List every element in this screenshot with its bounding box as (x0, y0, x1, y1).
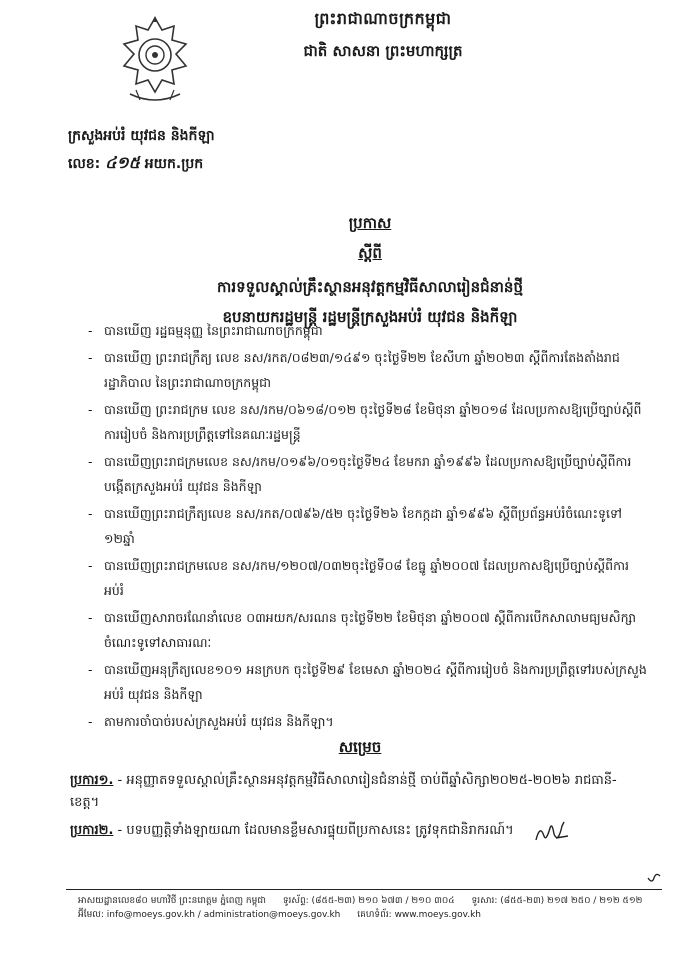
list-item: - បានឃើញព្រះរាជក្រមលេខ នស/រកម/០១៩៦/០១ចុះថ្ងៃទី២៤ ខែមករា ឆ្នាំ១៩៩៦ ដែលប្រកាសឱ្យប្រើច្បាប់ស្តីពីការបង្កើតក្រសួងអប់រំ យុវជន និងកីឡា (88, 449, 648, 499)
kingdom-header (268, 8, 498, 64)
doc-type: ប្រកាស (348, 214, 392, 232)
list-item: - បានឃើញ រដ្ឋធម្មនុញ្ញ នៃព្រះរាជាណាចក្រកម្ពុជា (88, 318, 648, 343)
decision-heading: សម្រេច (338, 738, 382, 756)
footer-contact (78, 894, 658, 922)
list-item: - បានឃើញអនុក្រឹត្យលេខ១០១ អនក្របក ចុះថ្ងៃទី២៩ ខែមេសា ឆ្នាំ២០២៤ ស្តីពីការរៀបចំ និងការប្រព្រឹត្តទៅរបស់ក្រសួងអប់រំ យុវជន និងកីឡា (88, 657, 648, 707)
national-motto: ជាតិ សាសនា ព្រះមហាក្សត្រ (303, 42, 463, 60)
article-text: - អនុញ្ញាតទទួលស្គាល់គ្រឹះស្ថានអនុវត្តកម្មវិធីសាលារៀនជំនាន់ថ្មី ចាប់ពីឆ្នាំសិក្សា២០២៥-២០២៦ រាជធានី-ខេត្ត។ (70, 773, 617, 810)
doc-issuer: ឧបនាយករដ្ឋមន្ត្រី រដ្ឋមន្ត្រីក្រសួងអប់រំ យុវជន និងកីឡា (222, 308, 518, 326)
doc-subject: ការទទួលស្គាល់គ្រឹះស្ថានអនុវត្តកម្មវិធីសាលារៀនជំនាន់ថ្មី (217, 278, 523, 296)
list-item: - បានឃើញព្រះរាជក្រមលេខ នស/រកម/១២០៧/០៣២ចុះថ្ងៃទី០៨ ខែធ្នូ ឆ្នាំ២០០៧ ដែលប្រកាសឱ្យប្រើច្បាប់ស្តីពីការអប់រំ (88, 553, 648, 603)
kingdom-title: ព្រះរាជាណាចក្រកម្ពុជា (314, 9, 452, 28)
article-label: ប្រការ២. (70, 823, 114, 838)
list-item: - បានឃើញ ព្រះរាជក្រឹត្យ លេខ នស/រកត/០៨២៣/១៤៩១ ចុះថ្ងៃទី២២ ខែសីហា ឆ្នាំ២០២៣ ស្តីពីការតែងតាំងរាជរដ្ឋាភិបាល នៃព្រះរាជាណាចក្រកម្ពុជា (88, 345, 648, 395)
footer-website: គេហទំព័រ: www.moeys.gov.kh (357, 910, 481, 920)
footer-line-2 (78, 908, 658, 922)
list-item: - បានឃើញព្រះរាជក្រឹត្យលេខ នស/រកត/០៧៩៦/៥២ ចុះថ្ងៃទី២៦ ខែកក្កដា ឆ្នាំ១៩៩៦ ស្តីពីប្រព័ន្ធអប់រំចំណេះទូទៅ ១២ឆ្នាំ (88, 501, 648, 551)
article-1 (70, 770, 630, 814)
footer-phone: ទូរស័ព្ទ: (៨៥៥-២៣) ២១០ ៦៧៣ / ២១០ ៣០៤ (282, 896, 455, 906)
list-item: - បានឃើញសារាចរណែនាំលេខ ០៣អយក/សរណន ចុះថ្ងៃទី២២ ខែមិថុនា ឆ្នាំ២០០៧ ស្តីពីការបើកសាលាមធ្យមសិក្សាចំណេះទូទៅសាធារណៈ (88, 605, 648, 655)
footer-address: អាសយដ្ឋានលេខ៨០ មហាវិថី ព្រះនរោត្តម ភ្នំពេញ កម្ពុជា (78, 896, 266, 906)
footer-email: អ៊ីមែល: info@moeys.gov.kh / administration@moeys.gov.kh (78, 910, 341, 920)
list-item: - តាមការចាំបាច់របស់ក្រសួងអប់រំ យុវជន និងកីឡា។ (88, 709, 648, 734)
ref-label: លេខ: (68, 156, 101, 172)
ref-suffix: អយក.ប្រក (144, 156, 204, 172)
decree-title-block (160, 214, 580, 330)
doc-about: ស្តីពី (358, 244, 382, 262)
ministry-name: ក្រសួងអប់រំ យុវជន និងកីឡា (68, 128, 215, 144)
list-item: - បានឃើញ ព្រះរាជក្រម លេខ នស/រកម/០៦១៨/០១២ ចុះថ្ងៃទី២៨ ខែមិថុនា ឆ្នាំ២០១៨ ដែលប្រកាសឱ្យប្រើច្បាប់ស្តីពីការរៀបចំ និងការប្រព្រឹត្តទៅនៃគណៈរដ្ឋមន្ត្រី (88, 397, 648, 447)
footer-line-1 (78, 894, 658, 908)
footer-fax: ទូរសារ: (៨៥៥-២៣) ២១៧ ២៥០ / ២១២ ៥១២ (471, 896, 643, 906)
footer-divider (66, 889, 662, 890)
royal-emblem-icon (116, 14, 194, 106)
preamble-list (88, 318, 648, 736)
margin-tick-icon (646, 872, 662, 886)
initials-signature-icon (532, 818, 572, 848)
ref-handwritten-number: ៤១៥ (105, 153, 140, 172)
reference-number (68, 152, 203, 176)
article-text: - បទបញ្ញត្តិទាំងឡាយណា ដែលមានខ្លឹមសារផ្ទុយពីប្រកាសនេះ ត្រូវទុកជានិរាករណ៍។ (117, 823, 514, 838)
article-label: ប្រការ១. (70, 773, 114, 788)
